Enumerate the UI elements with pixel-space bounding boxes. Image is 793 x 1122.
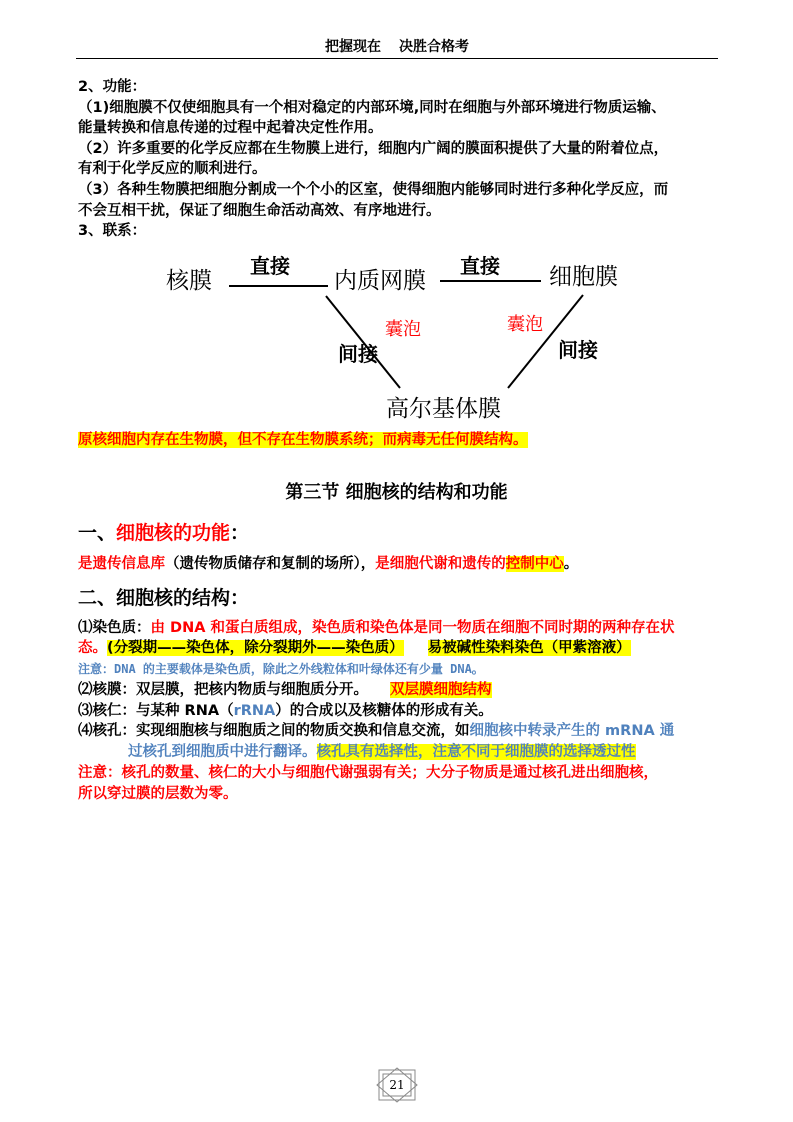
function-p2-line2: 有利于化学反应的顺利进行。 (78, 161, 267, 177)
function-p1-line1: （1)细胞膜不仅使细胞具有一个相对稳定的内部环境,同时在细胞与外部环境进行物质运输、 (78, 100, 666, 116)
node-golgi-membrane: 高尔基体膜 (386, 396, 501, 422)
prokaryote-note: 原核细胞内存在生物膜，但不存在生物膜系统；而病毒无任何膜结构。 (78, 432, 528, 448)
nucleus-function-heading: 一、细胞核的功能： (78, 522, 250, 544)
chromatin-note: 注意：DNA 的主要载体是染色质，除此之外线粒体和叶绿体还有少量 DNA。 (78, 662, 484, 676)
function-p2-line1: （2）许多重要的化学反应都在生物膜上进行，细胞内广阔的膜面积提供了大量的附着位点， (78, 141, 669, 157)
nuclear-pore-note1: 注意：核孔的数量、核仁的大小与细胞代谢强弱有关；大分子物质是通过核孔进出细胞核， (78, 765, 658, 781)
edge-label-indirect-1: 间接 (338, 342, 378, 366)
function-p3-line2: 不会互相干扰，保证了细胞生命活动高效、有序地进行。 (78, 203, 441, 219)
function-p1-line2: 能量转换和信息传递的过程中起着决定性作用。 (78, 120, 383, 136)
nuclear-pore-note2: 所以穿过膜的层数为零。 (78, 786, 238, 802)
node-cell-membrane: 细胞膜 (549, 264, 618, 290)
header-part1: 把握现在 (325, 39, 381, 55)
nuclear-membrane-line: ⑵核膜：双层膜，把核内物质与细胞质分开。 双层膜细胞结构 (78, 682, 492, 698)
edge-label-direct-2: 直接 (460, 254, 500, 278)
chromatin-line2: 态。(分裂期——染色体，除分裂期外——染色质） 易被碱性染料染色（甲紫溶液） (78, 640, 631, 656)
function-heading: 2、功能： (78, 79, 147, 95)
header-part2: 决胜合格考 (399, 39, 469, 55)
relation-heading: 3、联系： (78, 223, 147, 239)
node-er-membrane: 内质网膜 (334, 268, 426, 294)
vesicle-label-2: 囊泡 (507, 314, 543, 335)
membrane-relation-diagram (0, 0, 793, 440)
page-number (376, 1067, 418, 1103)
nuclear-pore-line1: ⑷核孔：实现细胞核与细胞质之间的物质交换和信息交流，如细胞核中转录产生的 mRNA 通 (78, 723, 675, 739)
page-number-text: 21 (389, 1078, 405, 1092)
nucleus-structure-heading: 二、细胞核的结构： (78, 587, 250, 609)
node-nuclear-membrane: 核膜 (166, 268, 212, 294)
vesicle-label-1: 囊泡 (385, 319, 421, 340)
nuclear-pore-line2: 过核孔到细胞质中进行翻译。核孔具有选择性，注意不同于细胞膜的选择透过性 (128, 744, 636, 760)
edge-label-indirect-2: 间接 (558, 338, 598, 362)
chromatin-line1: ⑴染色质：由 DNA 和蛋白质组成，染色质和染色体是同一物质在细胞不同时期的两种存在状 (78, 620, 675, 636)
function-p3-line1: （3）各种生物膜把细胞分割成一个个小的区室，使得细胞内能够同时进行多种化学反应，而 (78, 182, 669, 198)
section-title: 第三节 细胞核的结构和功能 (285, 482, 508, 503)
edge-label-direct-1: 直接 (250, 254, 290, 278)
nucleolus-line: ⑶核仁：与某种 RNA（rRNA）的合成以及核糖体的形成有关。 (78, 703, 493, 719)
nucleus-function-text: 是遗传信息库（遗传物质储存和复制的场所），是细胞代谢和遗传的控制中心。 (78, 556, 579, 572)
